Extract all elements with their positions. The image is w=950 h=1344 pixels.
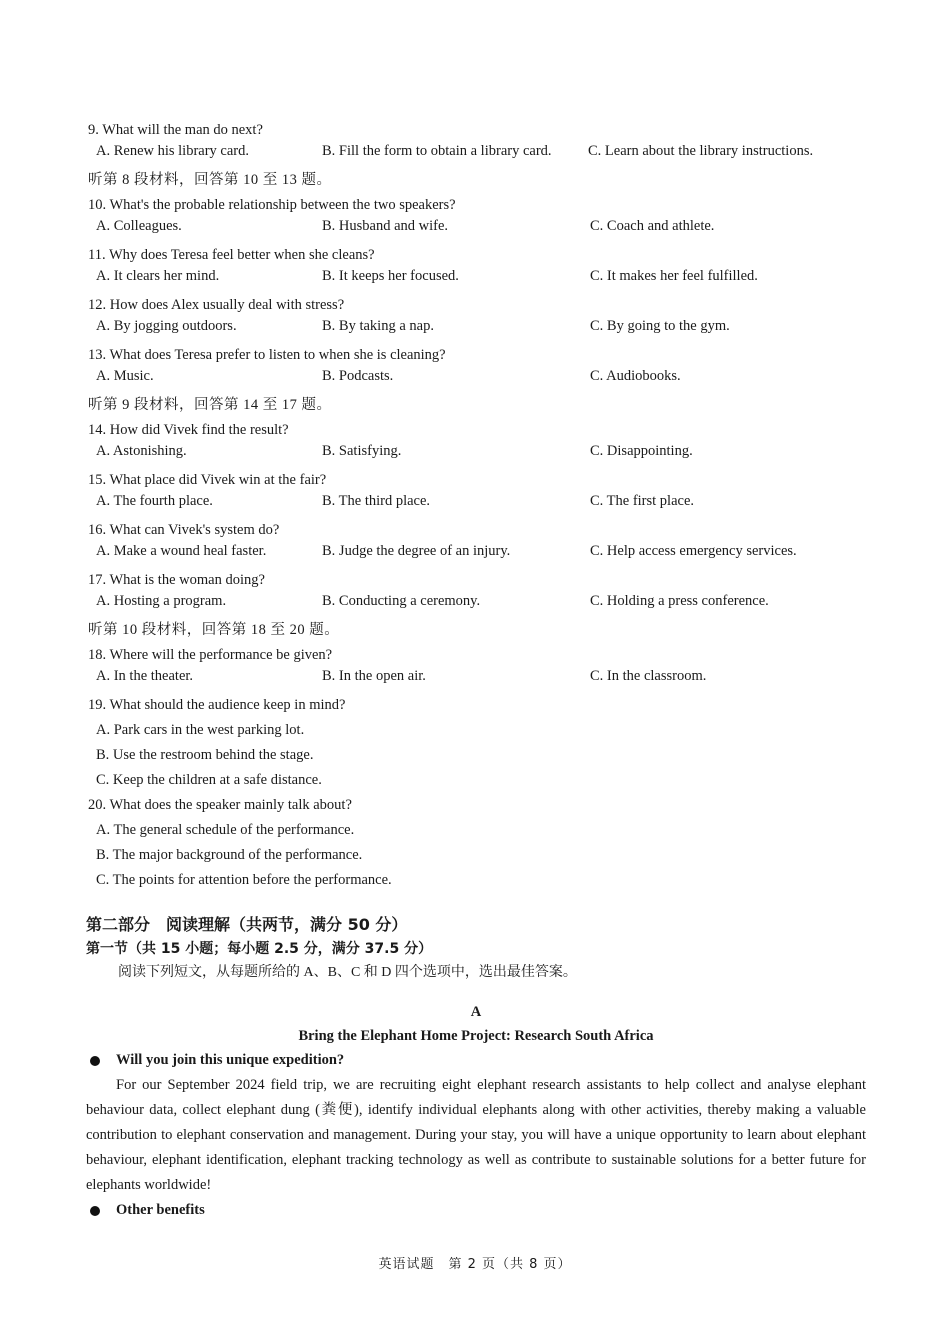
heading-text: Other benefits bbox=[116, 1202, 205, 1218]
option-b: B. Fill the form to obtain a library card. bbox=[322, 143, 552, 159]
option-a: A. By jogging outdoors. bbox=[96, 318, 237, 334]
option-a: A. Renew his library card. bbox=[96, 143, 250, 159]
option-c: C. Keep the children at a safe distance. bbox=[96, 772, 322, 788]
option-a: A. The fourth place. bbox=[96, 493, 213, 509]
option-c: C. In the classroom. bbox=[590, 668, 707, 684]
bullet-icon bbox=[90, 1206, 100, 1216]
question-14: 14. How did Vivek find the result? bbox=[88, 422, 289, 438]
option-c: C. By going to the gym. bbox=[590, 318, 730, 334]
option-a: A. Park cars in the west parking lot. bbox=[96, 722, 305, 738]
options-16 bbox=[88, 543, 878, 568]
heading-expedition bbox=[86, 1048, 866, 1073]
option-b: B. Conducting a ceremony. bbox=[322, 593, 481, 609]
option-a: A. Hosting a program. bbox=[96, 593, 227, 609]
options-15 bbox=[88, 493, 878, 518]
option-c: C. Help access emergency services. bbox=[590, 543, 797, 559]
options-11 bbox=[88, 268, 878, 293]
page-footer: 英语试题 第 2 页（共 8 页） bbox=[378, 1257, 572, 1272]
instruction-section-8: 听第 8 段材料，回答第 10 至 13 题。 bbox=[88, 172, 332, 188]
option-b: B. In the open air. bbox=[322, 668, 426, 684]
option-c: C. Audiobooks. bbox=[590, 368, 681, 384]
part-title: 第二部分 阅读理解（共两节，满分 50 分） bbox=[86, 915, 408, 934]
option-b: B. Podcasts. bbox=[322, 368, 394, 384]
option-c: C. Disappointing. bbox=[590, 443, 693, 459]
listening-section bbox=[88, 118, 878, 893]
option-b: B. Use the restroom behind the stage. bbox=[96, 747, 314, 763]
question-16: 16. What can Vivek's system do? bbox=[88, 522, 280, 538]
section-title: 第一节（共 15 小题；每小题 2.5 分，满分 37.5 分） bbox=[86, 941, 433, 957]
options-10 bbox=[88, 218, 878, 243]
instruction-section-9: 听第 9 段材料，回答第 14 至 17 题。 bbox=[88, 397, 332, 413]
question-17: 17. What is the woman doing? bbox=[88, 572, 265, 588]
option-a: A. The general schedule of the performance. bbox=[96, 822, 355, 838]
options-13 bbox=[88, 368, 878, 393]
option-a: A. Make a wound heal faster. bbox=[96, 543, 267, 559]
option-c: C. Coach and athlete. bbox=[590, 218, 715, 234]
option-a: A. Colleagues. bbox=[96, 218, 182, 234]
option-c: C. Learn about the library instructions. bbox=[588, 143, 814, 159]
options-14 bbox=[88, 443, 878, 468]
option-b: B. The major background of the performance. bbox=[96, 847, 363, 863]
passage-paragraph: For our September 2024 field trip, we are recruiting eight elephant research assistants to help collect and analyse elephant behaviour data, collect elephant dung (粪便), identify individual elephants along with other activities, thereby making a valuable contribution to elephant conservation and management. During your stay, you will have a unique opportunity to learn about elephant behaviour, elephant identification, elephant tracking technology as well as contribute to sustainable solutions for a better future for elephants worldwide! bbox=[86, 1077, 866, 1193]
question-15: 15. What place did Vivek win at the fair? bbox=[88, 472, 327, 488]
option-a: A. Astonishing. bbox=[96, 443, 187, 459]
heading-benefits bbox=[86, 1198, 866, 1223]
instruction-section-10: 听第 10 段材料，回答第 18 至 20 题。 bbox=[88, 622, 340, 638]
option-b: B. Satisfying. bbox=[322, 443, 402, 459]
option-a: A. In the theater. bbox=[96, 668, 194, 684]
option-c: C. The points for attention before the performance. bbox=[96, 872, 392, 888]
option-b: B. By taking a nap. bbox=[322, 318, 434, 334]
question-9: 9. What will the man do next? bbox=[88, 122, 263, 138]
bullet-icon bbox=[90, 1056, 100, 1066]
directions: 阅读下列短文，从每题所给的 A、B、C 和 D 四个选项中，选出最佳答案。 bbox=[118, 965, 577, 980]
passage-label: A bbox=[470, 1004, 482, 1020]
option-c: C. It makes her feel fulfilled. bbox=[590, 268, 758, 284]
question-13: 13. What does Teresa prefer to listen to when she is cleaning? bbox=[88, 347, 446, 363]
option-b: B. The third place. bbox=[322, 493, 431, 509]
options-9 bbox=[88, 143, 878, 168]
question-20: 20. What does the speaker mainly talk about? bbox=[88, 797, 352, 813]
option-b: B. Judge the degree of an injury. bbox=[322, 543, 511, 559]
options-17 bbox=[88, 593, 878, 618]
question-18: 18. Where will the performance be given? bbox=[88, 647, 333, 663]
option-b: B. It keeps her focused. bbox=[322, 268, 459, 284]
option-a: A. It clears her mind. bbox=[96, 268, 220, 284]
option-c: C. The first place. bbox=[590, 493, 695, 509]
options-12 bbox=[88, 318, 878, 343]
question-19: 19. What should the audience keep in mind? bbox=[88, 697, 346, 713]
question-10: 10. What's the probable relationship between the two speakers? bbox=[88, 197, 456, 213]
option-c: C. Holding a press conference. bbox=[590, 593, 769, 609]
options-18 bbox=[88, 668, 878, 693]
question-12: 12. How does Alex usually deal with stress? bbox=[88, 297, 345, 313]
passage-title: Bring the Elephant Home Project: Research South Africa bbox=[298, 1028, 654, 1044]
heading-text: Will you join this unique expedition? bbox=[116, 1052, 345, 1068]
option-a: A. Music. bbox=[96, 368, 154, 384]
option-b: B. Husband and wife. bbox=[322, 218, 449, 234]
reading-section bbox=[86, 912, 866, 1223]
question-11: 11. Why does Teresa feel better when she cleans? bbox=[88, 247, 375, 263]
